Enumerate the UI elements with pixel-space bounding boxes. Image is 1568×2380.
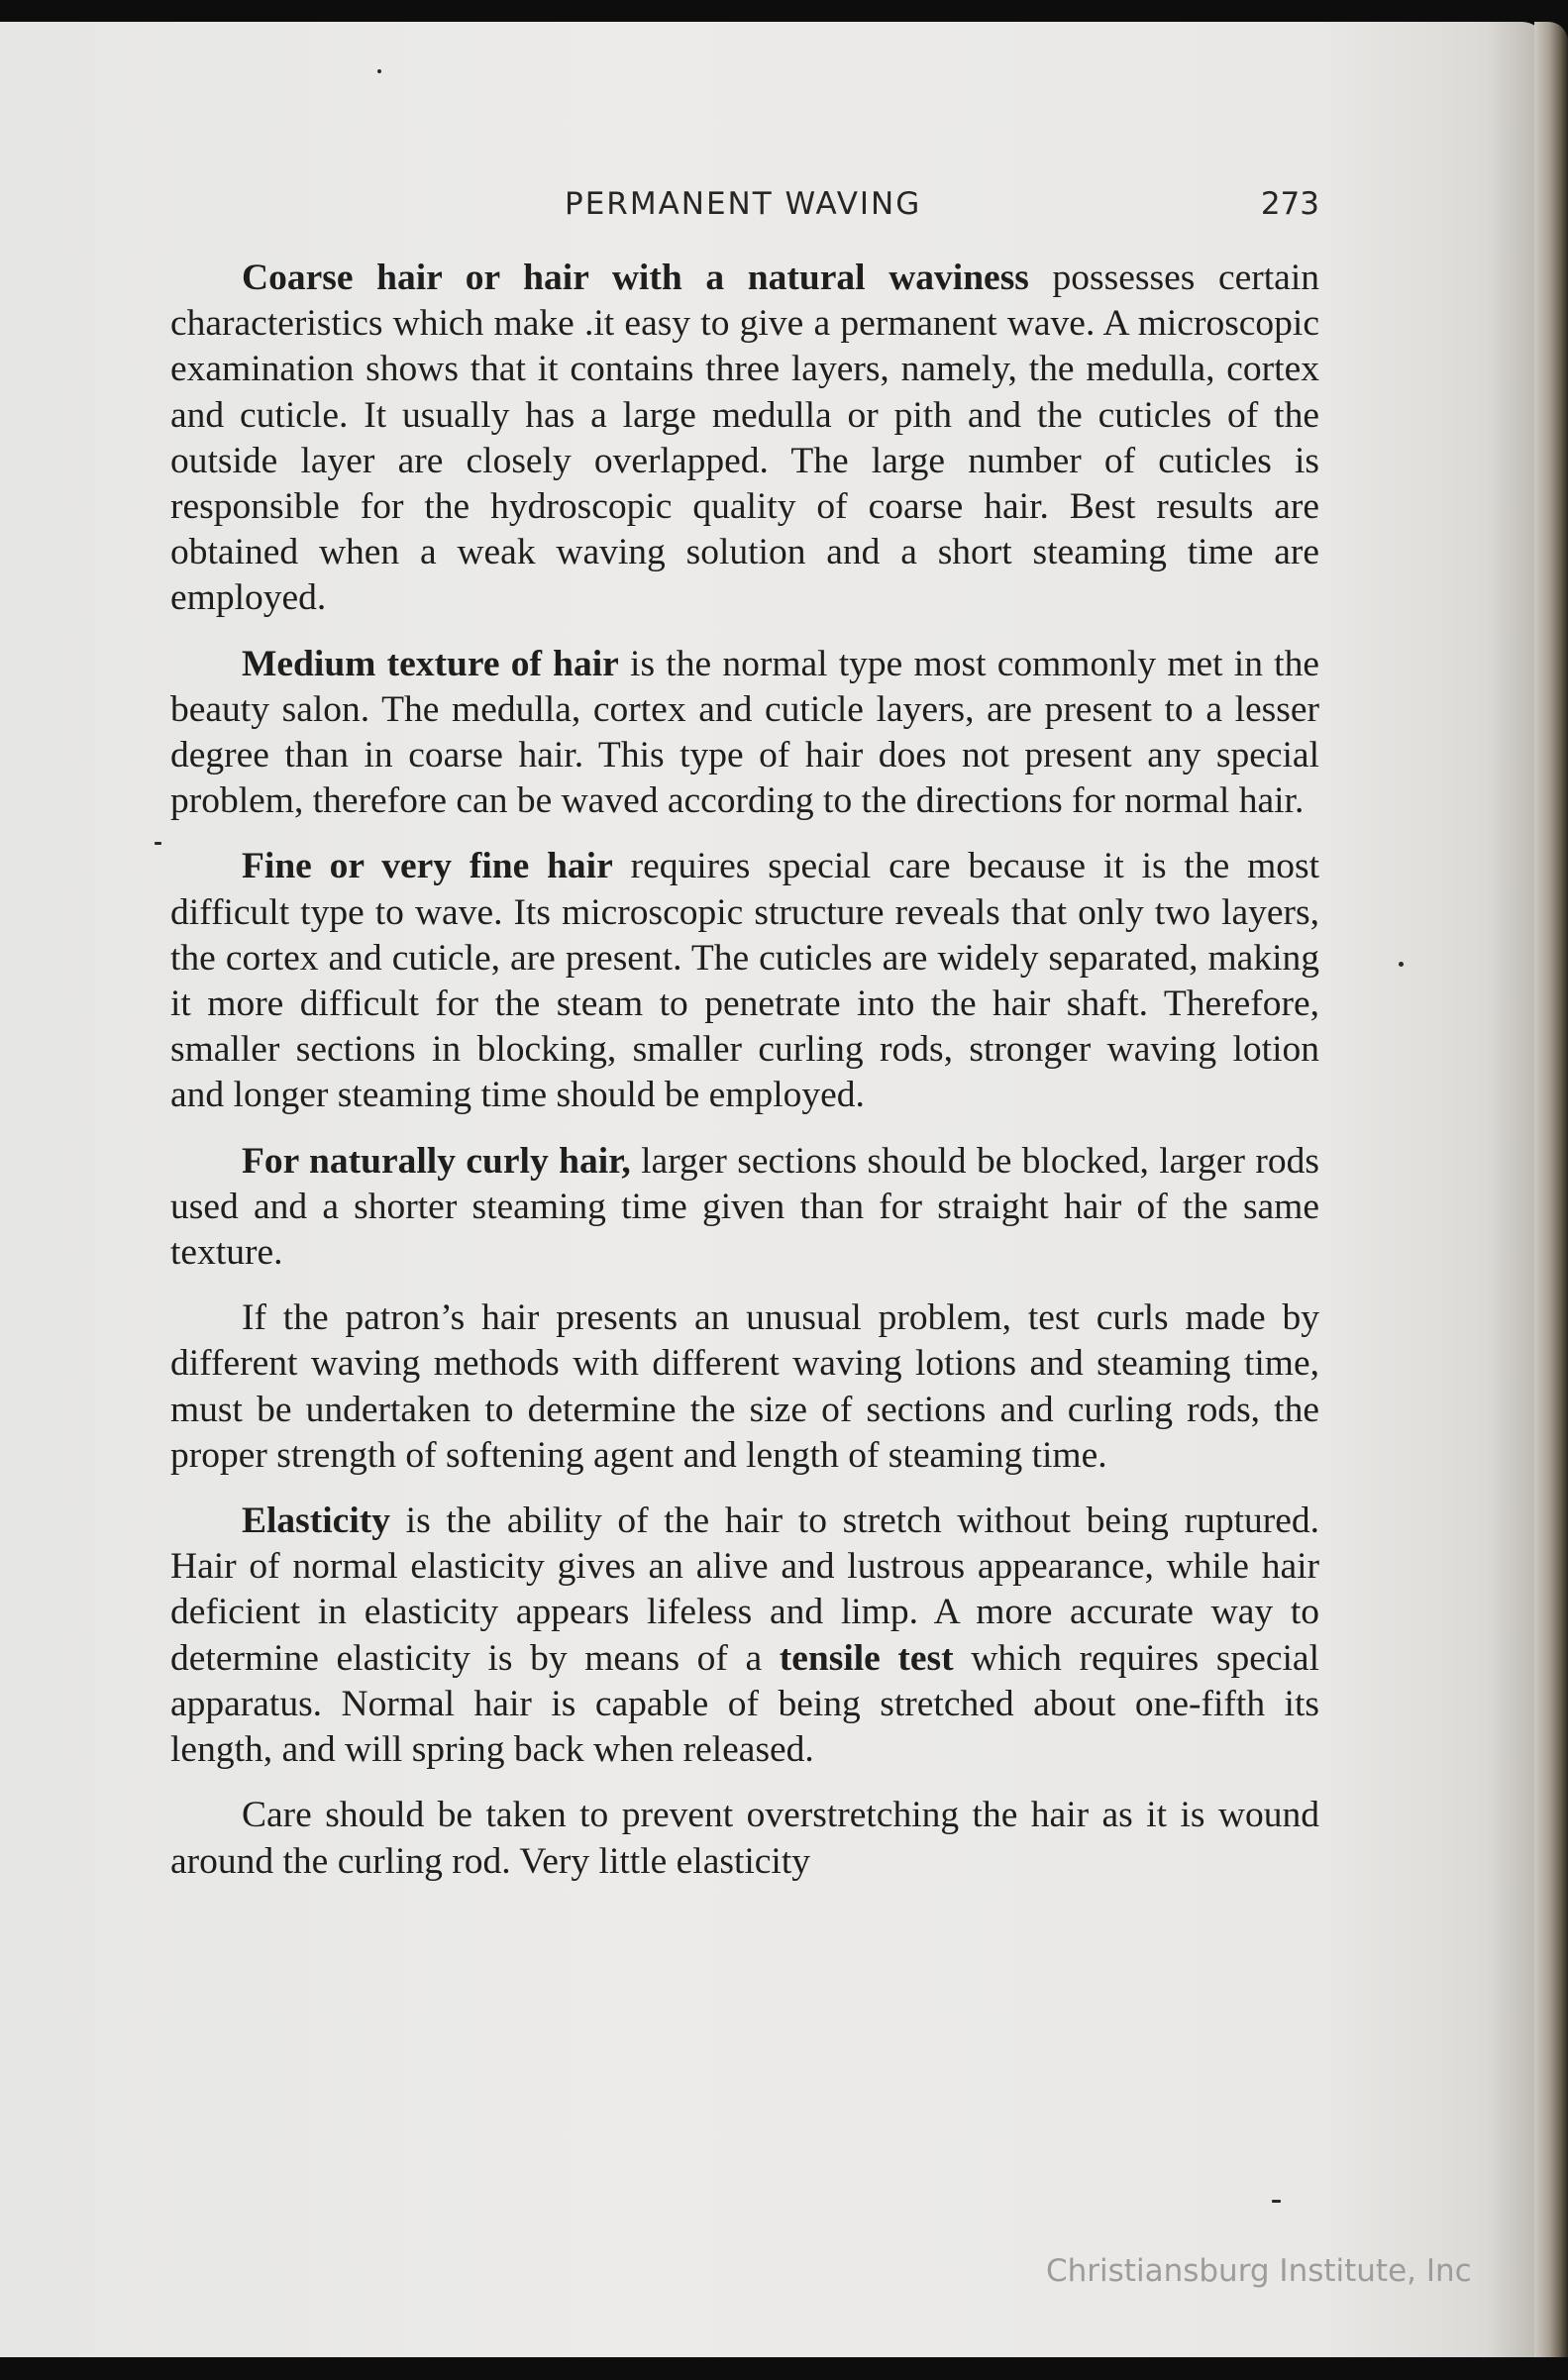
paragraph-medium-texture — [170, 642, 1319, 825]
paragraph-text: Care should be taken to prevent overstretching the hair as it is wound around the curling rod. Very little elasticity — [170, 1795, 1319, 1882]
dust-speck — [1272, 2200, 1281, 2203]
paragraph-text-continued: which requires special apparatus. Normal hair is capable of being stretched about one-fifth its length, and will spring back when released. — [170, 1637, 1319, 1771]
paragraph-care-overstretching — [170, 1793, 1319, 1884]
paragraph-bold-lead: Medium texture of hair — [242, 643, 619, 684]
paragraph-text: is the ability of the hair to stretch without being ruptured. Hair of normal elasticity gives an alive and lustrous appearance, while hair deficient in elasticity appears lifeless and limp. A more accurate way to determine elasticity is by means of a — [170, 1500, 1319, 1679]
running-title: PERMANENT WAVING — [565, 186, 922, 222]
paragraph-bold-lead: For naturally curly hair, — [242, 1140, 631, 1182]
paragraph-text: larger sections should be blocked, larger rods used and a shorter steaming time given than for straight hair of the same texture. — [170, 1140, 1320, 1274]
dust-speck — [377, 69, 381, 73]
page-header — [170, 186, 1319, 230]
paragraph-elasticity — [170, 1499, 1319, 1773]
dust-speck — [1399, 962, 1404, 967]
paragraph-bold-lead: Fine or very fine hair — [242, 846, 613, 887]
watermark: Christiansburg Institute, Inc — [1046, 2253, 1472, 2289]
paragraph-fine-hair — [170, 844, 1319, 1118]
body-text — [170, 256, 1319, 1905]
paragraph-unusual-problem — [170, 1295, 1319, 1479]
page-number: 273 — [1260, 186, 1319, 222]
paragraph-text: possesses certain characteristics which make .it easy to give a permanent wave. A microscopic examination shows that it contains three layers, namely, the medulla, cortex and cuticle. It usually has a large medulla or pith and the cuticles of the outside layer are closely overlapped. The large number of cuticles is responsible for the hydroscopic quality of coarse hair. Best results are obtained when a weak waving solution and a short steaming time are employed. — [170, 258, 1319, 619]
paragraph-text: is the normal type most commonly met in the beauty salon. The medulla, cortex and cuticle layers, are present to a lesser degree than in coarse hair. This type of hair does not present any special problem, therefore can be waved according to the directions for normal hair. — [170, 643, 1319, 822]
paragraph-bold-lead: Coarse hair or hair with a natural waviness — [242, 258, 1029, 298]
paragraph-curly-hair — [170, 1139, 1319, 1277]
paragraph-text: requires special care because it is the most difficult type to wave. Its microscopic structure reveals that only two layers, the cortex and cuticle, are present. The cuticles are widely separated, making it more difficult for the steam to penetrate into the hair shaft. Therefore, smaller sections in blocking, smaller curling rods, stronger waving lotion and longer steaming time should be employed. — [170, 846, 1320, 1116]
dust-speck — [155, 842, 161, 845]
paragraph-text: If the patron’s hair presents an unusual problem, test curls made by different waving methods with different waving lotions and steaming time, must be undertaken to determine the size of sections and curling rods, the proper strength of softening agent and length of steaming time. — [170, 1297, 1319, 1476]
page-edge-shadow — [1534, 22, 1568, 2357]
tensile-test-term: tensile test — [779, 1637, 954, 1679]
paragraph-bold-lead: Elasticity — [242, 1500, 390, 1542]
paragraph-coarse-hair — [170, 256, 1319, 622]
